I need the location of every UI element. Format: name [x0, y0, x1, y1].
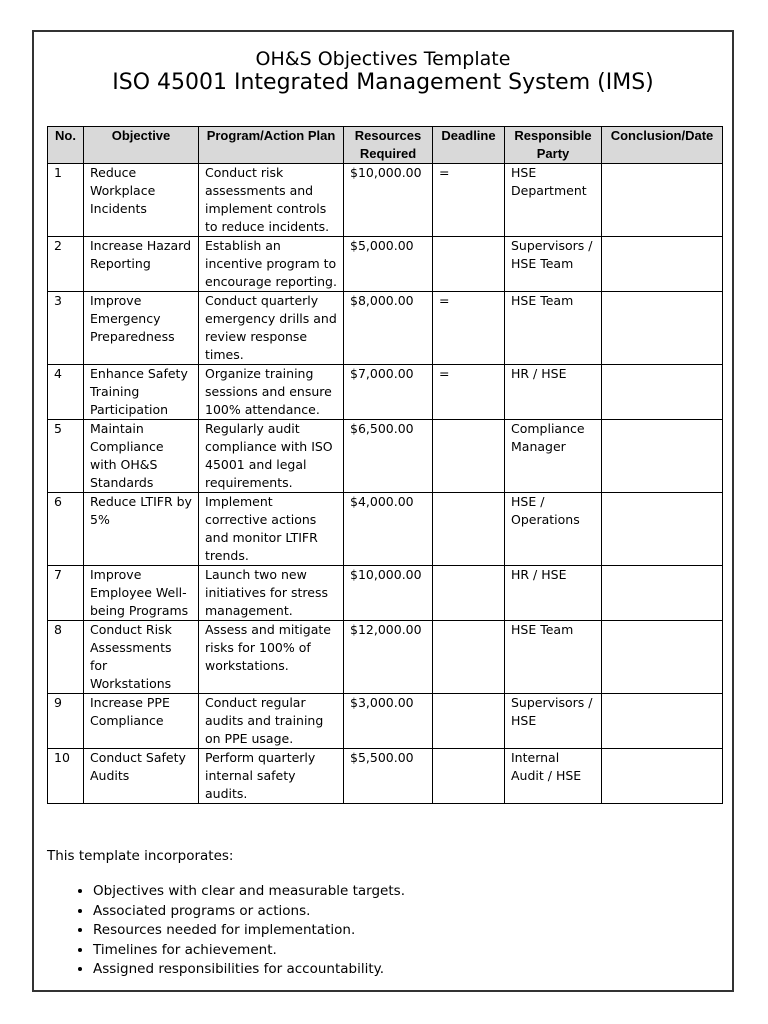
cell-deadline: = — [433, 365, 505, 420]
cell-objective: Improve Employee Well-being Programs — [84, 566, 199, 621]
header-deadline: Deadline — [433, 127, 505, 164]
cell-deadline — [433, 237, 505, 292]
header-no: No. — [48, 127, 84, 164]
cell-resources: $8,000.00 — [344, 292, 433, 365]
cell-objective: Reduce Workplace Incidents — [84, 164, 199, 237]
header-objective: Objective — [84, 127, 199, 164]
document-title: OH&S Objectives Template — [255, 48, 511, 70]
cell-deadline — [433, 749, 505, 804]
cell-responsible: HSE / Operations — [505, 493, 602, 566]
cell-conclusion — [602, 164, 723, 237]
cell-deadline — [433, 420, 505, 493]
cell-conclusion — [602, 566, 723, 621]
cell-conclusion — [602, 621, 723, 694]
cell-program: Conduct quarterly emergency drills and review response times. — [199, 292, 344, 365]
cell-objective: Increase PPE Compliance — [84, 694, 199, 749]
objectives-table — [47, 126, 723, 804]
cell-deadline: = — [433, 292, 505, 365]
cell-deadline — [433, 566, 505, 621]
cell-conclusion — [602, 292, 723, 365]
header-conclusion: Conclusion/Date — [602, 127, 723, 164]
cell-responsible: HSE Team — [505, 292, 602, 365]
bullet-item: • Resources needed for implementation. — [93, 921, 405, 941]
cell-resources: $5,500.00 — [344, 749, 433, 804]
cell-deadline — [433, 694, 505, 749]
cell-program: Establish an incentive program to encourage reporting. — [199, 237, 344, 292]
cell-objective: Conduct Safety Audits — [84, 749, 199, 804]
cell-conclusion — [602, 365, 723, 420]
cell-no: 10 — [48, 749, 84, 804]
cell-objective: Increase Hazard Reporting — [84, 237, 199, 292]
cell-no: 8 — [48, 621, 84, 694]
cell-no: 5 — [48, 420, 84, 493]
cell-objective: Conduct Risk Assessments for Workstations — [84, 621, 199, 694]
header-program: Program/Action Plan — [199, 127, 344, 164]
cell-resources: $4,000.00 — [344, 493, 433, 566]
bullet-item: • Timelines for achievement. — [93, 941, 405, 961]
cell-responsible: HR / HSE — [505, 365, 602, 420]
cell-responsible: Compliance Manager — [505, 420, 602, 493]
cell-program: Perform quarterly internal safety audits. — [199, 749, 344, 804]
cell-deadline — [433, 621, 505, 694]
cell-resources: $10,000.00 — [344, 566, 433, 621]
cell-no: 3 — [48, 292, 84, 365]
table-row — [48, 566, 723, 621]
cell-program: Conduct regular audits and training on PPE usage. — [199, 694, 344, 749]
cell-program: Conduct risk assessments and implement controls to reduce incidents. — [199, 164, 344, 237]
header-resources: Resources Required — [344, 127, 433, 164]
cell-responsible: HSE Team — [505, 621, 602, 694]
bullet-item: • Objectives with clear and measurable targets. — [93, 882, 405, 902]
bullet-item: • Assigned responsibilities for accountability. — [93, 960, 405, 980]
cell-objective: Reduce LTIFR by 5% — [84, 493, 199, 566]
cell-conclusion — [602, 749, 723, 804]
table-row — [48, 420, 723, 493]
cell-program: Regularly audit compliance with ISO 45001 and legal requirements. — [199, 420, 344, 493]
table-header-row — [48, 127, 723, 164]
cell-resources: $5,000.00 — [344, 237, 433, 292]
cell-resources: $6,500.00 — [344, 420, 433, 493]
cell-no: 9 — [48, 694, 84, 749]
cell-conclusion — [602, 237, 723, 292]
cell-responsible: Internal Audit / HSE — [505, 749, 602, 804]
cell-objective: Enhance Safety Training Participation — [84, 365, 199, 420]
cell-responsible: HR / HSE — [505, 566, 602, 621]
cell-no: 4 — [48, 365, 84, 420]
table-row — [48, 237, 723, 292]
cell-responsible: Supervisors / HSE Team — [505, 237, 602, 292]
cell-responsible: HSE Department — [505, 164, 602, 237]
cell-no: 7 — [48, 566, 84, 621]
table-row — [48, 749, 723, 804]
table-row — [48, 493, 723, 566]
bullet-list — [47, 882, 405, 980]
table-row — [48, 694, 723, 749]
cell-deadline: = — [433, 164, 505, 237]
document-subtitle: ISO 45001 Integrated Management System (IMS) — [112, 70, 654, 95]
bullet-item: • Associated programs or actions. — [93, 902, 405, 922]
cell-resources: $7,000.00 — [344, 365, 433, 420]
table-body — [48, 164, 723, 804]
table-row — [48, 365, 723, 420]
cell-program: Implement corrective actions and monitor LTIFR trends. — [199, 493, 344, 566]
cell-conclusion — [602, 420, 723, 493]
cell-resources: $3,000.00 — [344, 694, 433, 749]
cell-program: Assess and mitigate risks for 100% of workstations. — [199, 621, 344, 694]
cell-responsible: Supervisors / HSE — [505, 694, 602, 749]
cell-deadline — [433, 493, 505, 566]
table-row — [48, 292, 723, 365]
header-responsible: Responsible Party — [505, 127, 602, 164]
cell-objective: Improve Emergency Preparedness — [84, 292, 199, 365]
cell-resources: $12,000.00 — [344, 621, 433, 694]
cell-conclusion — [602, 493, 723, 566]
cell-objective: Maintain Compliance with OH&S Standards — [84, 420, 199, 493]
cell-no: 2 — [48, 237, 84, 292]
cell-program: Launch two new initiatives for stress management. — [199, 566, 344, 621]
cell-program: Organize training sessions and ensure 100% attendance. — [199, 365, 344, 420]
table-row — [48, 164, 723, 237]
table-row — [48, 621, 723, 694]
cell-no: 1 — [48, 164, 84, 237]
cell-resources: $10,000.00 — [344, 164, 433, 237]
cell-conclusion — [602, 694, 723, 749]
document-page — [32, 30, 734, 992]
intro-text: This template incorporates: — [47, 848, 234, 864]
cell-no: 6 — [48, 493, 84, 566]
